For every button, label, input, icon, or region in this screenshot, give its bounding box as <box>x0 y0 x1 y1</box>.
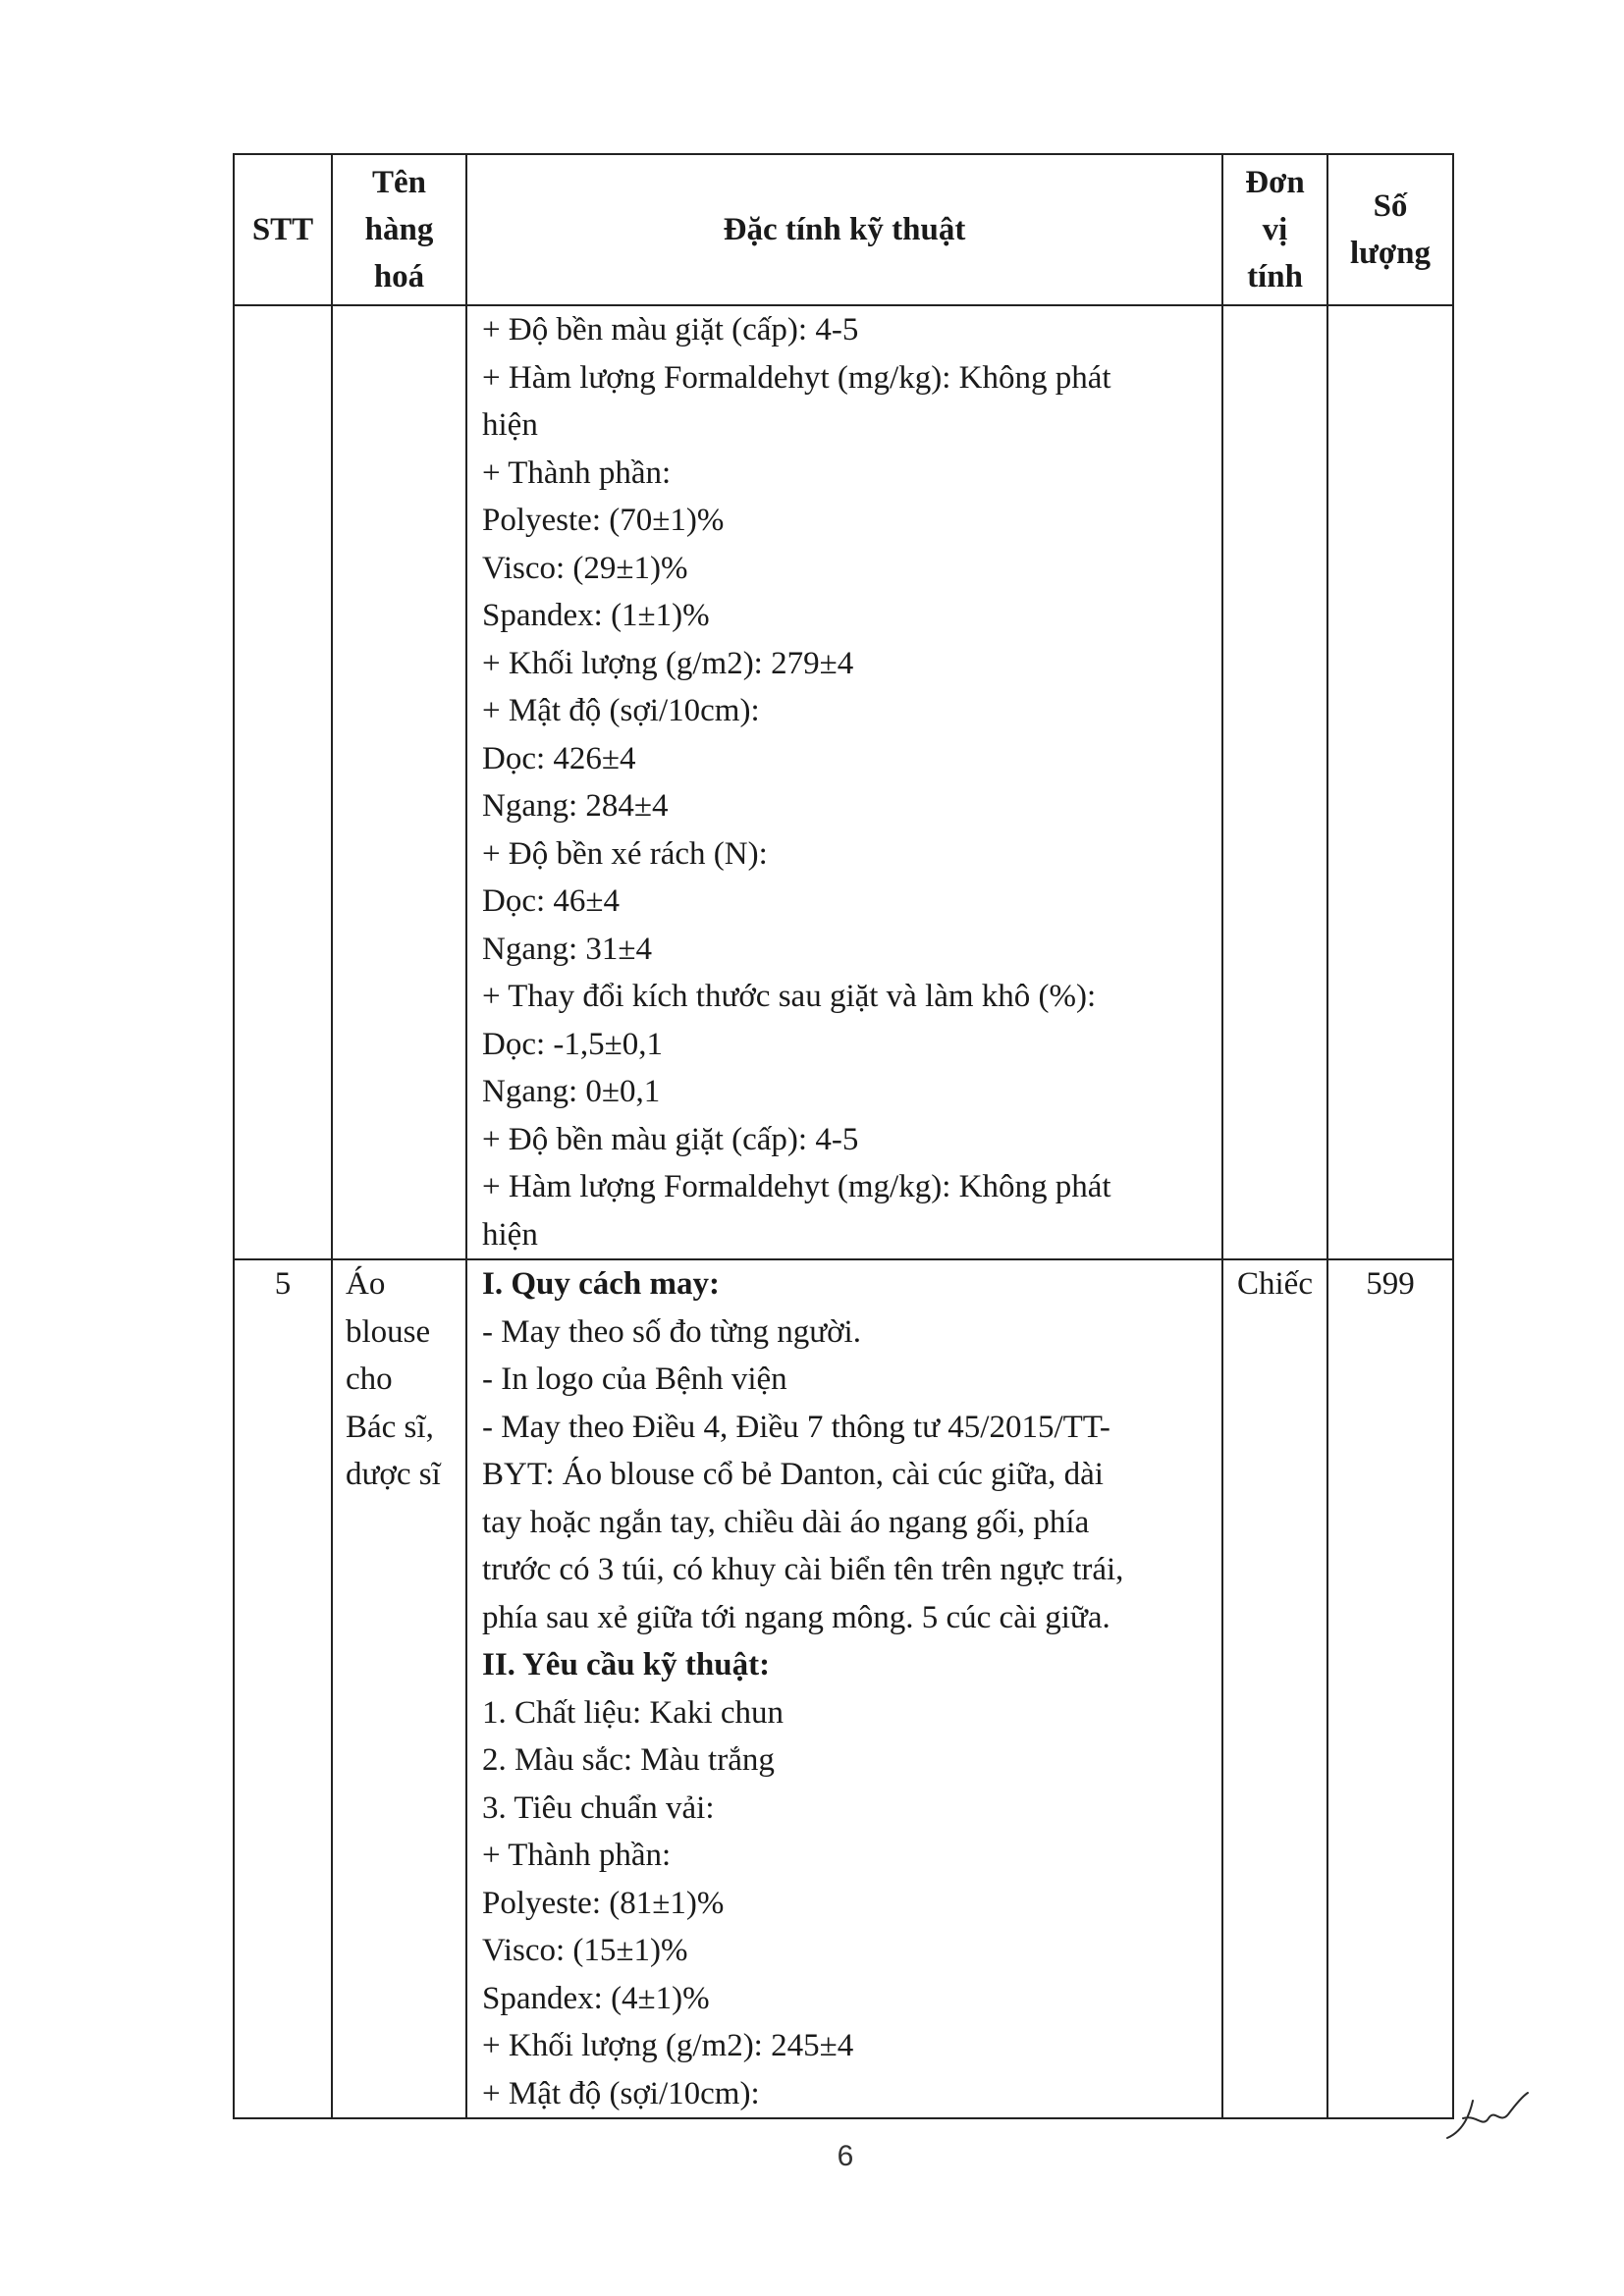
header-product-name <box>332 154 466 305</box>
spec-line: + Khối lượng (g/m2): 279±4 <box>482 645 854 681</box>
specification-table <box>233 153 1454 2119</box>
spec-line: hiện <box>482 1216 538 1253</box>
spec-line: Visco: (15±1)% <box>482 1933 688 1968</box>
spec-line: - In logo của Bệnh viện <box>482 1362 787 1397</box>
spec-line: Ngang: 31±4 <box>482 931 653 967</box>
header-unit <box>1222 154 1327 305</box>
header-quantity <box>1327 154 1453 305</box>
spec-line: + Hàm lượng Formaldehyt (mg/kg): Không phát <box>482 1169 1111 1204</box>
continuation-spec-cell <box>466 305 1222 1259</box>
item-unit-cell: Chiếc <box>1222 1259 1327 2118</box>
spec-line: + Độ bền xé rách (N): <box>482 835 768 872</box>
item-name-line: blouse <box>346 1313 431 1350</box>
spec-line: hiện <box>482 407 538 443</box>
spec-line: BYT: Áo blouse cổ bẻ Danton, cài cúc giữa, dài <box>482 1457 1104 1492</box>
item-name-line: Bác sĩ, <box>346 1409 434 1445</box>
item-stt-cell: 5 <box>234 1259 332 2118</box>
spec-line: + Thành phần: <box>482 1838 672 1873</box>
header-row <box>234 154 1453 305</box>
spec-line: Visco: (29±1)% <box>482 550 688 586</box>
spec-line: II. Yêu cầu kỹ thuật: <box>482 1647 771 1682</box>
item-spec-cell <box>466 1259 1222 2118</box>
handwritten-initials-icon <box>1443 2089 1532 2148</box>
item-name-line: Áo <box>346 1266 386 1302</box>
header-name-line: Tên <box>371 165 426 200</box>
item-qty-cell: 599 <box>1327 1259 1453 2118</box>
header-stt: STT <box>234 154 332 305</box>
spec-line: Spandex: (1±1)% <box>482 598 710 633</box>
spec-line: + Thành phần: <box>482 454 672 491</box>
item-name-line: dược sĩ <box>346 1457 441 1492</box>
spec-line: 1. Chất liệu: Kaki chun <box>482 1694 785 1731</box>
spec-line: + Độ bền màu giặt (cấp): 4-5 <box>482 312 859 347</box>
header-qty-line: lượng <box>1349 236 1432 271</box>
spec-line: 3. Tiêu chuẩn vải: <box>482 1789 715 1826</box>
spec-line: Spandex: (4±1)% <box>482 1980 710 2016</box>
header-name-line: hoá <box>373 259 425 294</box>
item-name-cell <box>332 1259 466 2118</box>
continuation-row <box>234 305 1453 1259</box>
spec-line: phía sau xẻ giữa tới ngang mông. 5 cúc cài giữa. <box>482 1599 1110 1635</box>
spec-line: + Thay đổi kích thước sau giặt và làm khô (%): <box>482 979 1097 1014</box>
spec-line: Ngang: 284±4 <box>482 788 669 824</box>
header-qty-line: Số <box>1373 188 1408 224</box>
spec-line: 2. Màu sắc: Màu trắng <box>482 1742 775 1778</box>
spec-line: + Độ bền màu giặt (cấp): 4-5 <box>482 1121 859 1157</box>
spec-line: + Hàm lượng Formaldehyt (mg/kg): Không phát <box>482 359 1111 396</box>
spec-line: Polyeste: (70±1)% <box>482 503 725 538</box>
spec-line: trước có 3 túi, có khuy cài biển tên trên ngực trái, <box>482 1552 1124 1587</box>
item-row-5 <box>234 1259 1453 2118</box>
spec-line: Ngang: 0±0,1 <box>482 1074 661 1109</box>
spec-line: I. Quy cách may: <box>482 1266 720 1302</box>
header-technical-spec: Đặc tính kỹ thuật <box>466 154 1222 305</box>
header-unit-line: vị <box>1262 212 1288 247</box>
page-number: 6 <box>837 2140 854 2172</box>
continuation-name-cell <box>332 305 466 1259</box>
continuation-qty-cell <box>1327 305 1453 1259</box>
spec-line: + Mật độ (sợi/10cm): <box>482 693 760 728</box>
header-unit-line: Đơn <box>1245 165 1305 200</box>
spec-line: + Mật độ (sợi/10cm): <box>482 2075 760 2111</box>
header-name-line: hàng <box>364 212 434 247</box>
spec-line: Dọc: 426±4 <box>482 740 636 776</box>
continuation-stt-cell <box>234 305 332 1259</box>
header-unit-line: tính <box>1247 259 1303 294</box>
item-name-line: cho <box>346 1362 393 1397</box>
continuation-unit-cell <box>1222 305 1327 1259</box>
spec-line: Dọc: -1,5±0,1 <box>482 1026 663 1062</box>
spec-line: - May theo số đo từng người. <box>482 1313 861 1350</box>
spec-line: Polyeste: (81±1)% <box>482 1885 725 1921</box>
spec-line: Dọc: 46±4 <box>482 883 621 919</box>
spec-line: - May theo Điều 4, Điều 7 thông tư 45/2015/TT- <box>482 1409 1110 1445</box>
spec-line: + Khối lượng (g/m2): 245±4 <box>482 2028 854 2063</box>
spec-line: tay hoặc ngắn tay, chiều dài áo ngang gối, phía <box>482 1504 1090 1540</box>
